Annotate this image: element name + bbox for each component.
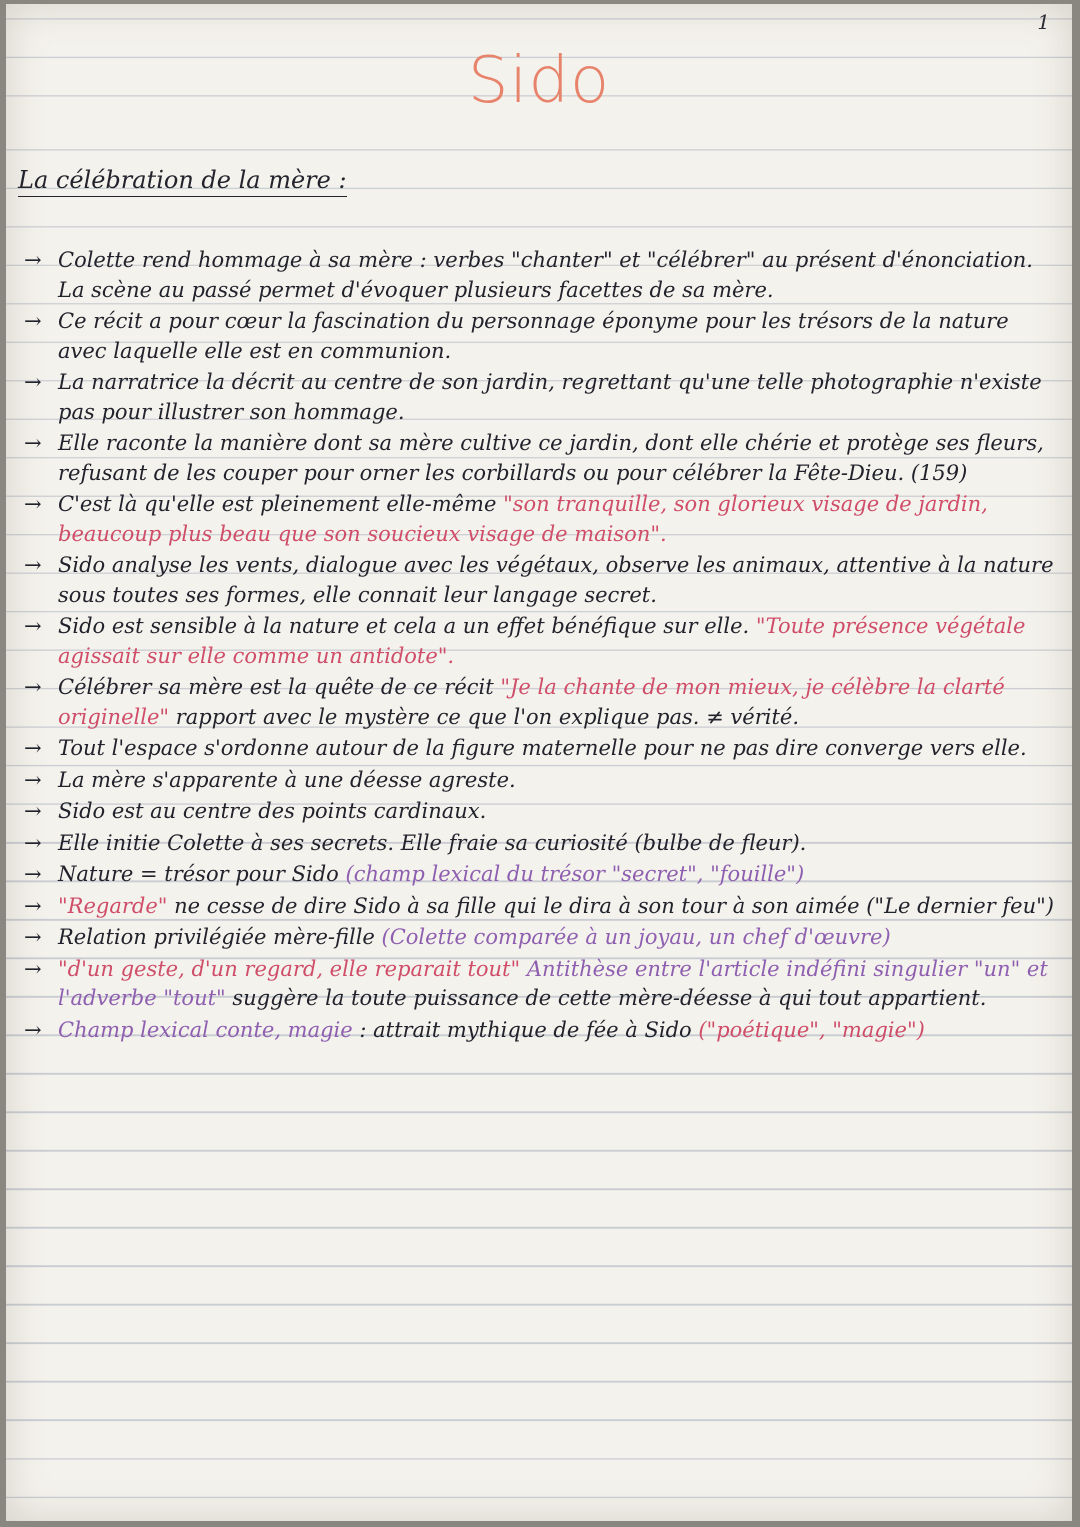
page-number: 1 [1037, 10, 1050, 34]
note-item: → Champ lexical conte, magie : attrait mythique de fée à Sido ("poétique", "magie") [16, 1016, 1058, 1046]
note-item: → Relation privilégiée mère-fille (Colette comparée à un joyau, un chef d'œuvre) [16, 923, 1058, 953]
arrow-icon: → [24, 925, 42, 949]
arrow-icon: → [24, 492, 42, 516]
note-item: → Tout l'espace s'ordonne autour de la figure maternelle pour ne pas dire converge vers elle. [16, 734, 1058, 764]
annotation: (champ lexical du trésor "secret", "fouille") [345, 862, 805, 886]
section-heading [18, 166, 347, 194]
quote: "Regarde" [58, 893, 168, 918]
arrow-icon: → [24, 614, 42, 638]
quote: "son tranquille, son glorieux visage de jardin, beaucoup plus beau que son soucieux visage de maison". [58, 492, 988, 546]
note-item: → La mère s'apparente à une déesse agreste. [16, 766, 1058, 796]
note-item: → "d'un geste, d'un regard, elle reparait tout" Antithèse entre l'article indéfini singulier "un" et l'adverbe "tout" suggère la toute puissance de cette mère-déesse à qui tout appartient. [24, 956, 1048, 1010]
arrow-icon: → [24, 553, 42, 577]
note-item: → La narratrice la décrit au centre de son jardin, regrettant qu'une telle photographie n'existe pas pour illustrer son hommage. [24, 370, 1042, 424]
arrow-icon: → [24, 370, 42, 394]
arrow-icon: → [24, 431, 42, 455]
notes-list [16, 246, 1058, 1047]
section-heading-text: La célébration de la mère : [18, 166, 347, 197]
note-item: → C'est là qu'elle est pleinement elle-même "son tranquille, son glorieux visage de jardin, beaucoup plus beau que son soucieux visage de maison". [24, 492, 988, 546]
arrow-icon: → [24, 675, 42, 699]
notebook-page [6, 4, 1072, 1521]
note-item: → Sido est sensible à la nature et cela a un effet bénéfique sur elle. "Toute présence végétale agissait sur elle comme un antidote". [24, 614, 1026, 668]
quote: "Je la chante de mon mieux, je célèbre la clarté originelle" [58, 675, 1005, 729]
arrow-icon: → [24, 799, 42, 823]
note-item: → Célébrer sa mère est la quête de ce récit "Je la chante de mon mieux, je célèbre la clarté originelle" rapport avec le mystère ce que l'on explique pas. ≠ vérité. [24, 675, 1005, 729]
quote: ("poétique", "magie") [698, 1017, 925, 1042]
note-item: → Nature = trésor pour Sido (champ lexical du trésor "secret", "fouille") [16, 860, 1058, 890]
annotation: Antithèse entre l'article indéfini singulier "un" et l'adverbe "tout" [58, 956, 1048, 1010]
quote: "d'un geste, d'un regard, elle reparait tout" [58, 956, 521, 981]
note-item: → "Regarde" ne cesse de dire Sido à sa fille qui le dira à son tour à son aimée ("Le dernier feu") [16, 892, 1058, 922]
page-title: Sido [467, 44, 611, 118]
arrow-icon: → [24, 736, 42, 760]
note-item: → Elle initie Colette à ses secrets. Elle fraie sa curiosité (bulbe de fleur). [16, 829, 1058, 859]
note-item: → Colette rend hommage à sa mère : verbes "chanter" et "célébrer" au présent d'énonciation. La scène au passé permet d'évoquer plusieurs facettes de sa mère. [24, 248, 1033, 302]
arrow-icon: → [24, 893, 42, 918]
arrow-icon: → [24, 767, 42, 792]
note-item: → Sido est au centre des points cardinaux. [16, 797, 1058, 827]
note-item: → Elle raconte la manière dont sa mère cultive ce jardin, dont elle chérie et protège ses fleurs, refusant de les couper pour orner les corbillards ou pour célébrer la Fête-Dieu. (159) [24, 431, 1044, 485]
note-item: → Sido analyse les vents, dialogue avec les végétaux, observe les animaux, attentive à la nature sous toutes ses formes, elle connait leur langage secret. [24, 553, 1054, 607]
arrow-icon: → [24, 248, 42, 272]
annotation: (Colette comparée à un joyau, un chef d'œuvre) [381, 925, 891, 949]
arrow-icon: → [24, 956, 42, 981]
note-item: → Ce récit a pour cœur la fascination du personnage éponyme pour les trésors de la nature avec laquelle elle est en communion. [24, 309, 1009, 363]
arrow-icon: → [24, 862, 42, 886]
quote: "Toute présence végétale agissait sur elle comme un antidote". [58, 614, 1026, 668]
arrow-icon: → [24, 1017, 42, 1042]
arrow-icon: → [24, 830, 42, 855]
arrow-icon: → [24, 309, 42, 333]
annotation: Champ lexical conte, magie [58, 1017, 353, 1042]
